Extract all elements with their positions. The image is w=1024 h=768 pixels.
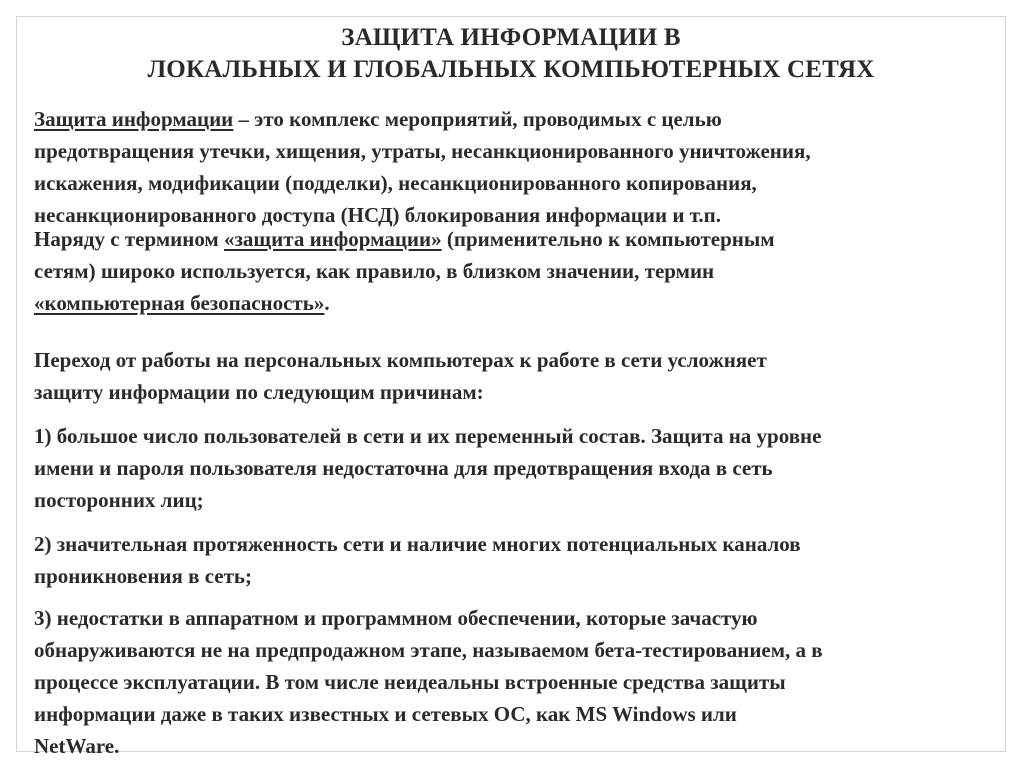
definition-paragraph [34,103,994,231]
definition-line-1-text: – это комплекс мероприятий, проводимых с целью [233,107,722,131]
terminology-line-1-post: (применительно к компьютерным [441,227,775,251]
terminology-line-1 [34,223,994,255]
reason-1-line-1: 1) большое число пользователей в сети и их переменный состав. Защита на уровне [34,424,822,448]
reason-1-line-2: имени и пароля пользователя недостаточна для предотвращения входа в сеть [34,456,773,480]
reason-1-line-3: посторонних лиц; [34,488,204,512]
definition-line-2: предотвращения утечки, хищения, утраты, несанкционированного уничтожения, [34,139,811,163]
reason-3-line-4: информации даже в таких известных и сетевых ОС, как MS Windows или [34,702,737,726]
slide [16,16,1006,758]
definition-line-1 [34,103,994,135]
reason-2-paragraph [34,528,994,592]
term-computer-security: «компьютерная безопасность» [34,291,325,315]
terminology-line-2: сетям) широко используется, как правило, в близком значении, термин [34,259,715,283]
term-information-protection: Защита информации [34,107,234,131]
reason-3-paragraph [34,602,994,762]
transition-paragraph [34,344,994,408]
definition-line-4: несанкционированного доступа (НСД) блокирования информации и т.п. [34,203,722,227]
terminology-paragraph [34,223,994,319]
reason-3-line-1: 3) недостатки в аппаратном и программном обеспечении, которые зачастую [34,606,758,630]
reason-3-line-5: NetWare. [34,734,120,758]
reason-1-paragraph [34,420,994,516]
transition-line-1: Переход от работы на персональных компьютерах к работе в сети усложняет [34,348,767,372]
terminology-line-3-post: . [324,291,330,315]
terminology-line-3 [34,287,994,319]
reason-3-line-3: процессе эксплуатации. В том числе неидеальны встроенные средства защиты [34,670,786,694]
terminology-line-1-pre: Наряду с термином [34,227,224,251]
transition-line-2: защиту информации по следующим причинам: [34,380,484,404]
reason-2-line-1: 2) значительная протяженность сети и наличие многих потенциальных каналов [34,532,801,556]
slide-title-line-1: ЗАЩИТА ИНФОРМАЦИИ В [341,24,681,51]
definition-line-3: искажения, модификации (подделки), несанкционированного копирования, [34,171,757,195]
reason-2-line-2: проникновения в сеть; [34,564,253,588]
term-quoted-information-protection: «защита информации» [223,227,442,251]
reason-3-line-2: обнаруживаются не на предпродажном этапе, называемом бета-тестированием, а в [34,638,823,662]
slide-title-line-2: ЛОКАЛЬНЫХ И ГЛОБАЛЬНЫХ КОМПЬЮТЕРНЫХ СЕТЯХ [147,56,875,83]
